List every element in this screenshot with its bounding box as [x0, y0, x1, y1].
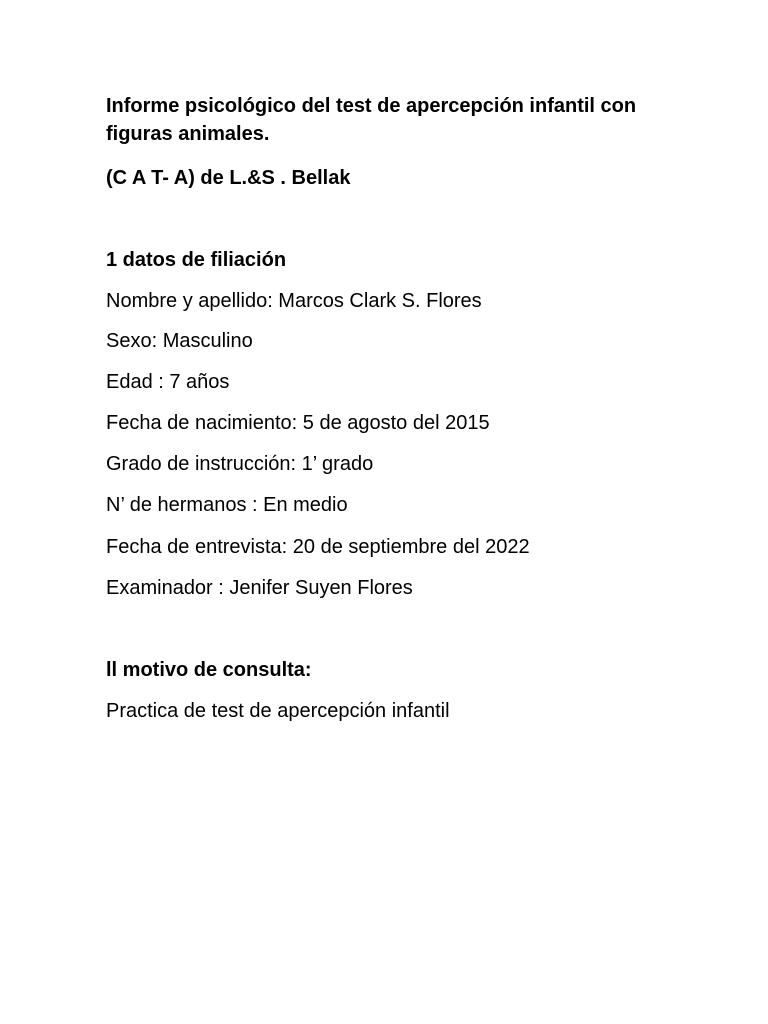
- field-edad: Edad : 7 años: [106, 371, 230, 393]
- document-title-line-1: Informe psicológico del test de apercepción infantil con: [106, 95, 637, 117]
- document-subtitle: (C A T- A) de L.&S . Bellak: [106, 167, 351, 189]
- field-grado-instruccion: Grado de instrucción: 1’ grado: [106, 453, 374, 475]
- field-fecha-entrevista: Fecha de entrevista: 20 de septiembre del 2022: [106, 536, 530, 558]
- motivo-text: Practica de test de apercepción infantil: [106, 700, 450, 722]
- section-heading-motivo: ll motivo de consulta:: [106, 659, 312, 681]
- document-title-line-2: figuras animales.: [106, 123, 270, 145]
- field-examinador: Examinador : Jenifer Suyen Flores: [106, 577, 413, 599]
- field-hermanos: N’ de hermanos : En medio: [106, 494, 348, 516]
- field-fecha-nacimiento: Fecha de nacimiento: 5 de agosto del 2015: [106, 412, 490, 434]
- field-sexo: Sexo: Masculino: [106, 330, 253, 352]
- field-nombre: Nombre y apellido: Marcos Clark S. Flores: [106, 290, 482, 312]
- section-heading-filiacion: 1 datos de filiación: [106, 249, 287, 271]
